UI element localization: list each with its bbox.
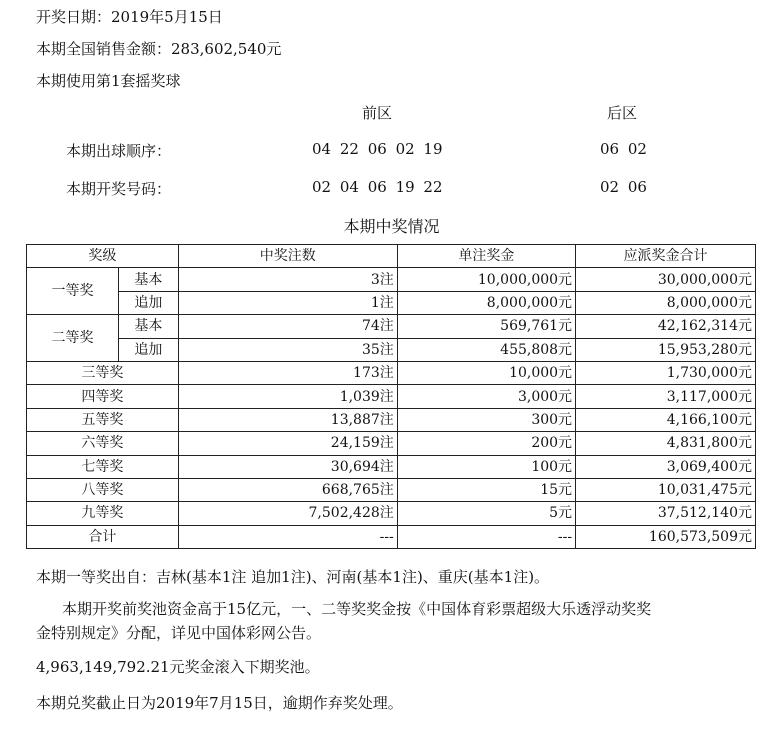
header-count: 中奖注数	[178, 245, 397, 268]
total-cell: 37,512,140元	[576, 502, 756, 525]
header-level: 奖级	[27, 245, 179, 268]
first-prize-origin: 本期一等奖出自：吉林(基本1注 追加1注)、河南(基本1注)、重庆(基本1注)。	[36, 568, 550, 586]
prize-cell: 569,761元	[397, 315, 575, 338]
prize-table	[26, 244, 756, 549]
prize-cell: 3,000元	[397, 385, 575, 408]
table-row	[27, 268, 756, 291]
table-row	[27, 455, 756, 478]
draw-order-back: 06 02	[600, 140, 647, 158]
level-cell: 九等奖	[27, 502, 179, 525]
prize-cell: 300元	[397, 408, 575, 431]
total-cell: 10,031,475元	[576, 478, 756, 501]
draw-order-front: 04 22 06 02 19	[312, 140, 443, 158]
prize-table-title: 本期中奖情况	[343, 217, 440, 236]
pool-rule-line-1: 本期开奖前奖池资金高于15亿元，一、二等奖奖金按《中国体育彩票超级大乐透浮动奖奖	[62, 600, 652, 618]
count-cell: 3注	[178, 268, 397, 291]
prize-cell: 10,000,000元	[397, 268, 575, 291]
count-cell: 74注	[178, 315, 397, 338]
table-row	[27, 478, 756, 501]
ball-set: 本期使用第1套摇奖球	[36, 72, 181, 90]
table-row	[27, 385, 756, 408]
type-basic: 基本	[118, 315, 178, 338]
level-second: 二等奖	[27, 315, 119, 362]
prize-cell: 10,000元	[397, 361, 575, 384]
count-cell: 13,887注	[178, 408, 397, 431]
front-zone-header: 前区	[362, 104, 393, 122]
count-cell: 30,694注	[178, 455, 397, 478]
prize-cell: 455,808元	[397, 338, 575, 361]
sum-label: 合计	[27, 525, 179, 548]
level-cell: 三等奖	[27, 361, 179, 384]
total-cell: 8,000,000元	[576, 291, 756, 314]
prize-cell: 15元	[397, 478, 575, 501]
level-cell: 七等奖	[27, 455, 179, 478]
sales-amount: 本期全国销售金额：283,602,540元	[36, 40, 282, 58]
table-row	[27, 361, 756, 384]
winning-numbers-front: 02 04 06 19 22	[312, 178, 443, 196]
prize-cell: 5元	[397, 502, 575, 525]
prize-cell: 8,000,000元	[397, 291, 575, 314]
level-first: 一等奖	[27, 268, 119, 315]
count-cell: 173注	[178, 361, 397, 384]
table-row	[27, 338, 756, 361]
table-row	[27, 315, 756, 338]
total-cell: 42,162,314元	[576, 315, 756, 338]
table-header-row	[27, 245, 756, 268]
pool-rule-line-2: 金特别规定》分配，详见中国体彩网公告。	[36, 624, 322, 642]
count-cell: 7,502,428注	[178, 502, 397, 525]
level-cell: 五等奖	[27, 408, 179, 431]
level-cell: 六等奖	[27, 432, 179, 455]
total-cell: 1,730,000元	[576, 361, 756, 384]
rollover-note: 4,963,149,792.21元奖金滚入下期奖池。	[36, 658, 320, 676]
count-cell: 24,159注	[178, 432, 397, 455]
back-zone-header: 后区	[607, 104, 638, 122]
prize-cell: 200元	[397, 432, 575, 455]
type-extra: 追加	[118, 291, 178, 314]
table-row	[27, 432, 756, 455]
draw-date: 开奖日期：2019年5月15日	[36, 8, 223, 26]
total-cell: 4,831,800元	[576, 432, 756, 455]
type-extra: 追加	[118, 338, 178, 361]
count-cell: 1,039注	[178, 385, 397, 408]
prize-cell: 100元	[397, 455, 575, 478]
sum-count: ---	[178, 525, 397, 548]
winning-numbers-label: 本期开奖号码：	[66, 180, 172, 198]
total-cell: 4,166,100元	[576, 408, 756, 431]
sum-total: 160,573,509元	[576, 525, 756, 548]
level-cell: 八等奖	[27, 478, 179, 501]
table-sum-row	[27, 525, 756, 548]
header-prize: 单注奖金	[397, 245, 575, 268]
table-row	[27, 408, 756, 431]
table-row	[27, 502, 756, 525]
type-basic: 基本	[118, 268, 178, 291]
count-cell: 1注	[178, 291, 397, 314]
draw-order-label: 本期出球顺序：	[66, 142, 172, 160]
deadline-note: 本期兑奖截止日为2019年7月15日，逾期作弃奖处理。	[36, 694, 403, 712]
count-cell: 668,765注	[178, 478, 397, 501]
total-cell: 30,000,000元	[576, 268, 756, 291]
winning-numbers-back: 02 06	[600, 178, 647, 196]
sum-prize: ---	[397, 525, 575, 548]
count-cell: 35注	[178, 338, 397, 361]
total-cell: 15,953,280元	[576, 338, 756, 361]
total-cell: 3,069,400元	[576, 455, 756, 478]
table-row	[27, 291, 756, 314]
header-total: 应派奖金合计	[576, 245, 756, 268]
total-cell: 3,117,000元	[576, 385, 756, 408]
level-cell: 四等奖	[27, 385, 179, 408]
